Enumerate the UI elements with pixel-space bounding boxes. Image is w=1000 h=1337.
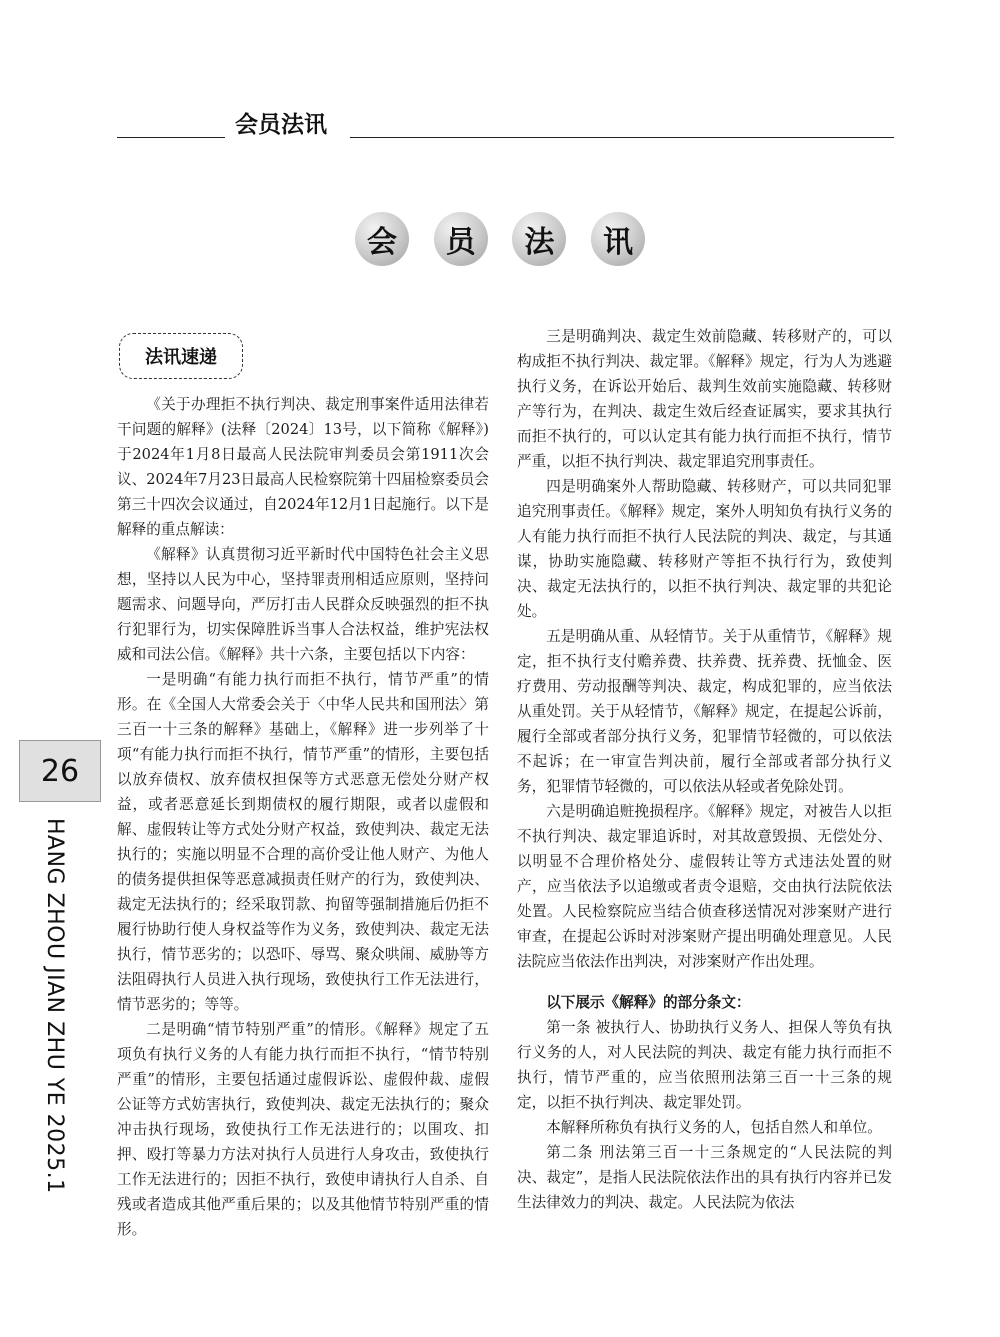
section-header [117, 104, 894, 144]
paragraph: 二是明确“情节特别严重”的情形。《解释》规定了五项负有执行义务的人有能力执行而拒不执行，“情节特别严重”的情形，主要包括通过虚假诉讼、虚假仲裁、虚假公证等方式妨害执行，致使判决、裁定无法执行的；聚众冲击执行现场，致使执行工作无法进行的；以围攻、扣押、殴打等暴力方法对执行人员进行人身攻击，致使执行工作无法进行的；因拒不执行，致使申请执行人自杀、自残或者造成其他严重后果的；以及其他情节特别严重的情形。 [117, 1021, 489, 1238]
header-rule-right [350, 137, 894, 138]
header-rule-left [117, 137, 225, 138]
excerpt-heading: 以下展示《解释》的部分条文： [546, 994, 751, 1011]
right-column [517, 324, 892, 1215]
paragraph: 一是明确“有能力执行而拒不执行，情节严重”的情形。在《全国人大常委会关于〈中华人民共和国刑法〉第三百一十三条的解释》基础上，《解释》进一步列举了十项“有能力执行而拒不执行，情节严重”的情形，主要包括以放弃债权、放弃债权担保等方式恶意无偿处分财产权益，或者恶意延长到期债权的履行期限，或者以虚假和解、虚假转让等方式处分财产权益，致使判决、裁定无法执行的；实施以明显不合理的高价受让他人财产、为他人的债务提供担保等恶意减损责任财产的行为，致使判决、裁定无法执行的；经采取罚款、拘留等强制措施后仍拒不履行协助行使人身权益等作为义务，致使判决、裁定无法执行，情节恶劣的；以恐吓、辱骂、聚众哄闹、威胁等方法阻碍执行人员进入执行现场，致使执行工作无法进行，情节恶劣的；等等。 [117, 671, 489, 1013]
title-char: 讯 [591, 212, 645, 266]
page-number: 26 [19, 740, 101, 802]
title-char: 会 [355, 212, 409, 266]
side-journal-label: HANG ZHOU JIAN ZHU YE 2025.1 [42, 818, 67, 1194]
paragraph: 四是明确案外人帮助隐藏、转移财产，可以共同犯罪追究刑事责任。《解释》规定，案外人明知负有执行义务的人有能力执行而拒不执行人民法院的判决、裁定，与其通谋，协助实施隐藏、转移财产等拒不执行行为，致使判决、裁定无法执行的，以拒不执行判决、裁定罪的共犯论处。 [517, 478, 892, 620]
excerpt-paragraph: 本解释所称负有执行义务的人，包括自然人和单位。 [546, 1119, 882, 1136]
title-char: 员 [434, 212, 488, 266]
column-badge: 法讯速递 [119, 333, 243, 379]
left-column [117, 392, 489, 1242]
page-title [355, 212, 645, 268]
paragraph: 《关于办理拒不执行判决、裁定刑事案件适用法律若干问题的解释》(法释〔2024〕13号，以下简称《解释》)于2024年1月8日最高人民法院审判委员会第1911次会议、2024年7月23日最高人民检察院第十四届检察委员会第三十四次会议通过，自2024年12月1日起施行。以下是解释的重点解读： [117, 396, 489, 538]
title-char: 法 [512, 212, 566, 266]
excerpt-paragraph: 第二条 刑法第三百一十三条规定的“人民法院的判决、裁定”，是指人民法院依法作出的具有执行内容并已发生法律效力的判决、裁定。人民法院为依法 [517, 1144, 892, 1211]
paragraph: 五是明确从重、从轻情节。关于从重情节，《解释》规定，拒不执行支付赡养费、扶养费、抚养费、抚恤金、医疗费用、劳动报酬等判决、裁定，构成犯罪的，应当依法从重处罚。关于从轻情节，《解释》规定，在提起公诉前，履行全部或者部分执行义务，犯罪情节轻微的，可以依法不起诉；在一审宣告判决前，履行全部或者部分执行义务，犯罪情节轻微的，可以依法从轻或者免除处罚。 [517, 628, 892, 795]
paragraph: 六是明确追赃挽损程序。《解释》规定，对被告人以拒不执行判决、裁定罪追诉时，对其故意毁损、无偿处分、以明显不合理价格处分、虚假转让等方式违法处置的财产，应当依法予以追缴或者责令退赔，交由执行法院依法处置。人民检察院应当结合侦查移送情况对涉案财产进行审查，在提起公诉时对涉案财产提出明确处理意见。人民法院应当依法作出判决，对涉案财产作出处理。 [517, 803, 892, 970]
paragraph: 三是明确判决、裁定生效前隐藏、转移财产的，可以构成拒不执行判决、裁定罪。《解释》规定，行为人为逃避执行义务，在诉讼开始后、裁判生效前实施隐藏、转移财产等行为，在判决、裁定生效后经查证属实，要求其执行而拒不执行的，可以认定其有能力执行而拒不执行，情节严重，以拒不执行判决、裁定罪追究刑事责任。 [517, 328, 892, 470]
paragraph: 《解释》认真贯彻习近平新时代中国特色社会主义思想，坚持以人民为中心，坚持罪责刑相适应原则，坚持问题需求、问题导向，严厉打击人民群众反映强烈的拒不执行犯罪行为，切实保障胜诉当事人合法权益，维护宪法权威和司法公信。《解释》共十六条，主要包括以下内容： [117, 546, 489, 663]
excerpt-paragraph: 第一条 被执行人、协助执行义务人、担保人等负有执行义务的人，对人民法院的判决、裁定有能力执行而拒不执行，情节严重的，应当依照刑法第三百一十三条的规定，以拒不执行判决、裁定罪处罚。 [517, 1019, 892, 1111]
section-label: 会员法讯 [235, 112, 327, 138]
